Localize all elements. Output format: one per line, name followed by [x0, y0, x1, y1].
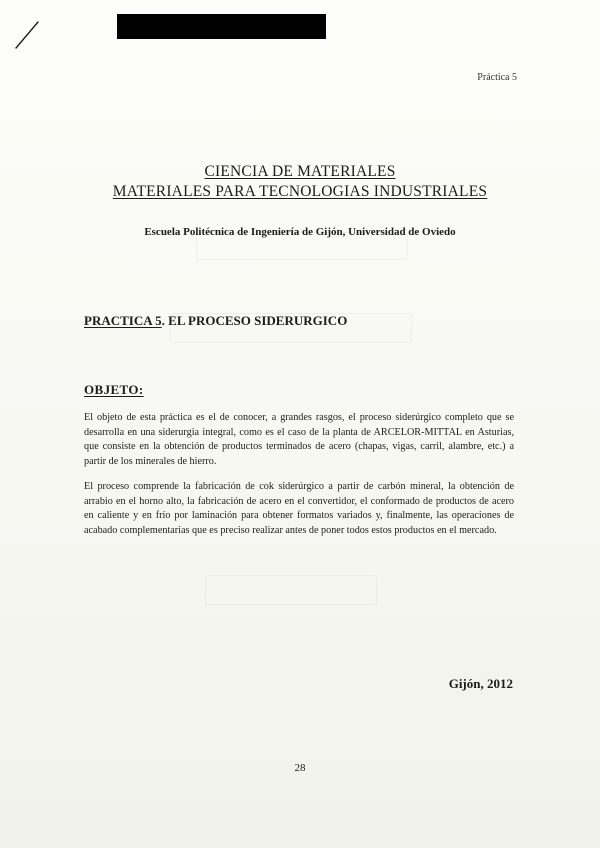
bleed-through-box [205, 575, 377, 605]
practice-page-label: Práctica 5 [477, 72, 517, 83]
title-line-2: MATERIALES PARA TECNOLOGIAS INDUSTRIALES [112, 183, 488, 200]
institution-subtitle: Escuela Politécnica de Ingeniería de Gijón, Universidad de Oviedo [144, 226, 456, 238]
practice-number: PRACTICA 5 [84, 313, 162, 328]
document-title [0, 162, 600, 202]
city-date: Gijón, 2012 [448, 676, 513, 691]
practice-heading [84, 313, 347, 329]
redaction-block [117, 14, 326, 39]
pen-mark-icon [10, 18, 44, 52]
objective-paragraph-1: El objeto de esta práctica es el de conocer, a grandes rasgos, el proceso siderúrgico completo que se desarrolla en una siderurgia integral, como es el caso de la planta de ARCELOR-MITTAL en Asturias, que consiste en la obtención de productos terminados de acero (chapas, vigas, carril, alambre, etc.) a partir de los minerales de hierro. [84, 412, 514, 467]
practice-title: . EL PROCESO SIDERURGICO [161, 313, 348, 328]
title-line-1: CIENCIA DE MATERIALES [204, 163, 396, 180]
objective-paragraph-2: El proceso comprende la fabricación de cok siderúrgico a partir de carbón mineral, la obtención de arrabio en el horno alto, la fabricación de acero en el convertidor, el conformado de productos de acero en caliente y en frío por laminación para obtener formatos variados y, finalmente, las operaciones de acabado complementarias que es preciso realizar antes de poner todos estos productos en el mercado. [84, 481, 514, 536]
objective-heading: OBJETO: [84, 382, 144, 397]
page-number: 28 [294, 762, 306, 774]
